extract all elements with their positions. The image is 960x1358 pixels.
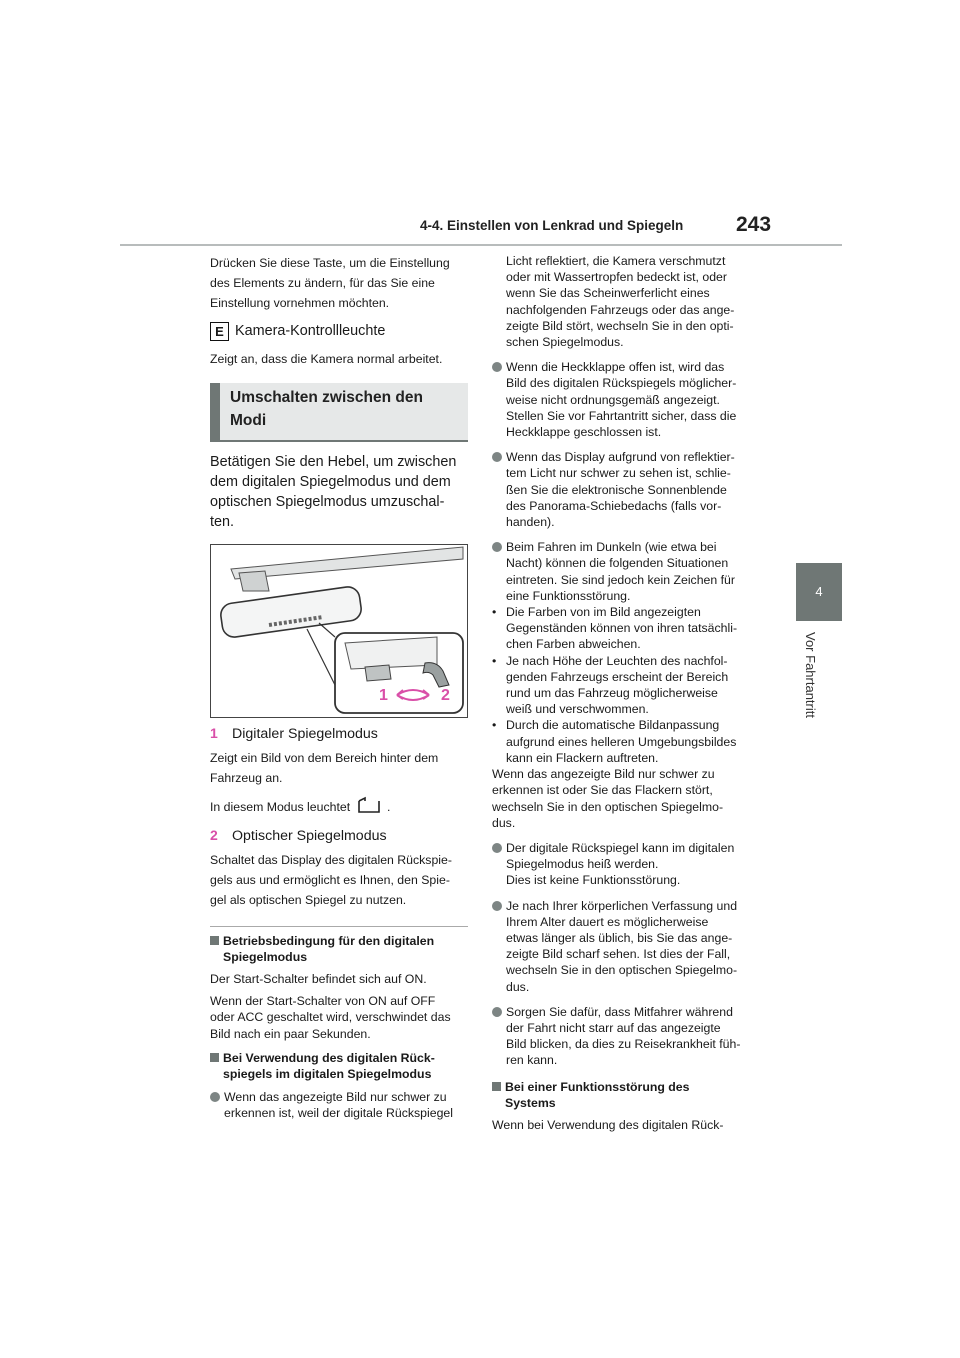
use-heading: Bei Verwendung des digitalen Rück- spiegels im digitalen Spiegelmodus (210, 1050, 468, 1082)
bullet-display: Wenn das Display aufgrund von reflektier- tem Licht nur schwer zu sehen ist, schlie- ßen Sie die elektronische Sonnenblende des Panorama-Schiebedachs (falls vor- handen). (492, 449, 752, 530)
dark-after: Wenn das angezeigte Bild nur schwer zu erkennen ist oder Sie das Flackern stört, wechseln Sie in den optischen Spiegelmo- dus. (492, 767, 724, 830)
round-bullet-icon (492, 542, 502, 552)
round-bullet-icon (492, 843, 502, 853)
mode2-desc: gel als optischen Spiegel zu nutzen. (210, 893, 407, 907)
intro-line: Einstellung vornehmen möchten. (210, 296, 390, 310)
round-bullet-icon (492, 452, 502, 462)
mode2-title: 2 Optischer Spiegelmodus (210, 827, 387, 844)
round-bullet-icon (492, 901, 502, 911)
bullet-dark: Beim Fahren im Dunkeln (wie etwa bei Nacht) können die folgenden Situationen eintreten. Sie sind jedoch kein Zeichen für eine Funktionsstörung. (492, 539, 752, 604)
item-e-title: Kamera-Kontrollleuchte (235, 323, 386, 339)
square-bullet-icon (210, 936, 219, 945)
mode1-title: 1 Digitaler Spiegelmodus (210, 725, 378, 742)
item-e (210, 321, 468, 341)
camera-indicator-icon (356, 796, 382, 814)
figure-label-1: 1 (379, 687, 388, 704)
mode2-desc: gels aus und ermöglicht es Ihnen, den Spie- (210, 873, 450, 887)
right-column (492, 253, 752, 1133)
mirror-illustration (210, 544, 468, 718)
round-bullet-icon (492, 1007, 502, 1017)
cond-heading: Betriebsbedingung für den digitalen Spiegelmodus (210, 933, 468, 965)
continued-text: Licht reflektiert, die Kamera verschmutzt oder mit Wassertropfen bedeckt ist, oder wenn Sie das Scheinwerferlicht eines nachfolgenden Fahrzeugs oder das ange- zeigte Bild stört, wechseln Sie in den opti- schen Spiegelmodus. (506, 254, 735, 350)
mode1-indicator: In diesem Modus leuchtet . (210, 796, 468, 817)
bullet-passengers: Sorgen Sie dafür, dass Mitfahrer während der Fahrt nicht starr auf das angezeigte Bild blicken, da dies zu Reisekrankheit füh- ren kann. (492, 1004, 752, 1069)
chapter-label: Vor Fahrtantritt (803, 632, 818, 718)
bullet-age: Je nach Ihrer körperlichen Verfassung und Ihrem Alter dauert es möglicherweise etwas länger als üblich, bis Sie das ange- zeigte Bild scharf sehen. Ist dies der Fall, wechseln Sie in den optischen Spiegelmo- dus. (492, 898, 752, 995)
square-bullet-icon (492, 1082, 501, 1091)
dark-sub-item: • Je nach Höhe der Leuchten des nachfol- genden Fahrzeugs erscheint der Bereich rund um das Fahrzeug möglicherweise weiß und verschwommen. (492, 653, 729, 717)
dark-sub-item: • Durch die automatische Bildanpassung aufgrund eines helleren Umgebungsbildes kann ein Flackern auftreten. (492, 718, 737, 765)
use-bullet: Wenn das angezeigte Bild nur schwer zu erkennen ist, weil der digitale Rückspiegel (210, 1089, 468, 1121)
cond-p2: Wenn der Start-Schalter von ON auf OFF oder ACC geschaltet wird, verschwindet das Bild nach ein paar Sekunden. (210, 994, 451, 1041)
intro-line: Drücken Sie diese Taste, um die Einstellung (210, 256, 450, 270)
item-letter-badge: E (210, 322, 229, 341)
page-number: 243 (736, 213, 772, 236)
intro-line: des Elements zu ändern, für das Sie eine (210, 276, 435, 290)
round-bullet-icon (210, 1092, 220, 1102)
bullet-tailgate: Wenn die Heckklappe offen ist, wird das Bild des digitalen Rückspiegels möglicher- weise nicht ordnungsgemäß angezeigt. Stellen Sie vor Fahrtantritt sicher, dass die Heckklappe geschlossen ist. (492, 359, 752, 440)
left-column (210, 253, 468, 1121)
section-heading: Umschalten zwischen den Modi (210, 383, 468, 442)
mirror-drawing (211, 545, 467, 717)
chapter-tab[interactable]: 4 (796, 563, 842, 621)
figure-label-2: 2 (441, 687, 450, 704)
mode1-desc: Zeigt ein Bild von dem Bereich hinter dem (210, 751, 439, 765)
mode1-desc: Fahrzeug an. (210, 771, 283, 785)
section-intro: Betätigen Sie den Hebel, um zwischen dem digitalen Spiegelmodus und dem optischen Spiegelmodus umzuschal- ten. (210, 454, 457, 530)
section-title: 4-4. Einstellen von Lenkrad und Spiegeln (420, 218, 684, 233)
fault-heading: Bei einer Funktionsstörung des Systems (492, 1079, 752, 1111)
round-bullet-icon (492, 362, 502, 372)
mode2-desc: Schaltet das Display des digitalen Rückspie- (210, 853, 452, 867)
cond-p1: Der Start-Schalter befindet sich auf ON. (210, 972, 427, 986)
square-bullet-icon (210, 1053, 219, 1062)
fault-p: Wenn bei Verwendung des digitalen Rück- (492, 1117, 724, 1132)
bullet-hot: Der digitale Rückspiegel kann im digitalen Spiegelmodus heiß werden. Dies ist keine Funktionsstörung. (492, 840, 752, 889)
dark-sub-item: • Die Farben von im Bild angezeigten Gegenständen können von ihren tatsächli- chen Farben abweichen. (492, 605, 738, 652)
header-divider (120, 244, 842, 246)
item-e-desc: Zeigt an, dass die Kamera normal arbeitet. (210, 352, 443, 366)
notes-divider (210, 926, 468, 927)
